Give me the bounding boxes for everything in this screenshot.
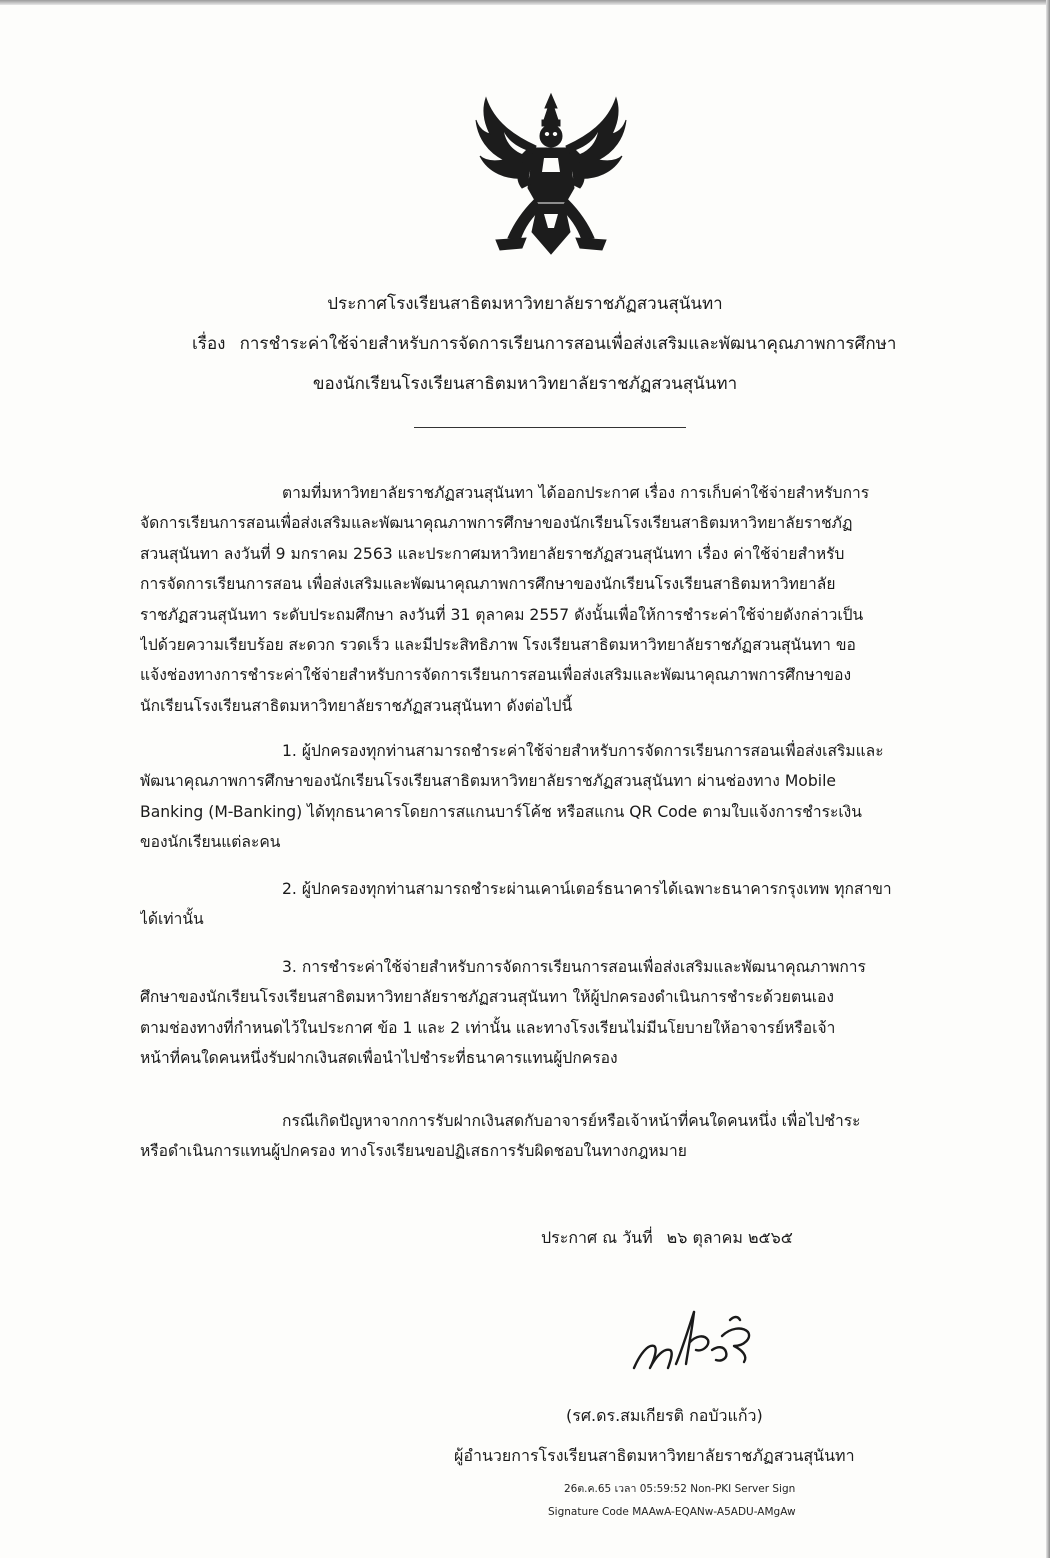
paragraph-line: ศึกษาของนักเรียนโรงเรียนสาธิตมหาวิทยาลัยราชภัฏสวนสุนันทา ให้ผู้ปกครองดำเนินการชำระด้วยตนเอง (140, 988, 835, 1007)
scan-edge-right (1046, 0, 1050, 1558)
paragraph-line: พัฒนาคุณภาพการศึกษาของนักเรียนโรงเรียนสาธิตมหาวิทยาลัยราชภัฏสวนสุนันทา ผ่านช่องทาง Mobile (140, 772, 837, 791)
announcement-title: ประกาศโรงเรียนสาธิตมหาวิทยาลัยราชภัฏสวนสุนันทา (327, 294, 723, 314)
paragraph-line: ตามที่มหาวิทยาลัยราชภัฏสวนสุนันทา ได้ออกประกาศ เรื่อง การเก็บค่าใช้จ่ายสำหรับการ (282, 484, 870, 502)
paragraph-line: Banking (M-Banking) ได้ทุกธนาคารโดยการสแกนบาร์โค้ช หรือสแกน QR Code ตามใบแจ้งการชำระเงิน (140, 802, 862, 821)
garuda-emblem-icon (474, 92, 628, 258)
announce-date: ๒๖ ตุลาคม ๒๕๖๕ (666, 1228, 793, 1247)
announcement-heading (60, 284, 990, 404)
paragraph-line: ได้เท่านั้น (140, 910, 204, 929)
paragraph-line: ราชภัฏสวนสุนันทา ระดับประถมศึกษา ลงวันที่ 31 ตุลาคม 2557 ดังนั้นเพื่อให้การชำระค่าใช้จ่ายดังกล่าวเป็น (140, 605, 864, 624)
signer-name: (รศ.ดร.สมเกียรติ กอบัวแก้ว) (566, 1406, 763, 1425)
paragraph-line: หน้าที่คนใดคนหนึ่งรับฝากเงินสดเพื่อนำไปชำระที่ธนาคารแทนผู้ปกครอง (140, 1049, 618, 1068)
announcement-date-row (541, 1226, 793, 1251)
paragraph-disclaimer (140, 1106, 861, 1167)
signer-title: ผู้อำนวยการโรงเรียนสาธิตมหาวิทยาลัยราชภัฏสวนสุนันทา (454, 1446, 855, 1465)
paragraph-line: กรณีเกิดปัญหาจากการรับฝากเงินสดกับอาจารย์หรือเจ้าหน้าที่คนใดคนหนึ่ง เพื่อไปชำระ (282, 1112, 861, 1130)
paragraph-line: 1. ผู้ปกครองทุกท่านสามารถชำระค่าใช้จ่ายสำหรับการจัดการเรียนการสอนเพื่อส่งเสริมและ (282, 742, 884, 760)
paragraph-item-3 (140, 952, 866, 1074)
paragraph-line: แจ้งช่องทางการชำระค่าใช้จ่ายสำหรับการจัดการเรียนการสอนเพื่อส่งเสริมและพัฒนาคุณภาพการศึกษาของ (140, 666, 852, 685)
scan-edge-top (0, 0, 1050, 5)
paragraph-line: 2. ผู้ปกครองทุกท่านสามารถชำระผ่านเคาน์เตอร์ธนาคารได้เฉพาะธนาคารกรุงเทพ ทุกสาขา (282, 880, 892, 898)
subject-label: เรื่อง (192, 334, 226, 354)
paragraph-line: 3. การชำระค่าใช้จ่ายสำหรับการจัดการเรียนการสอนเพื่อส่งเสริมและพัฒนาคุณภาพการ (282, 958, 866, 976)
paragraph-line: หรือดำเนินการแทนผู้ปกครอง ทางโรงเรียนขอปฏิเสธการรับผิดชอบในทางกฎหมาย (140, 1142, 687, 1161)
paragraph-line: ตามช่องทางที่กำหนดไว้ในประกาศ ข้อ 1 และ 2 เท่านั้น และทางโรงเรียนไม่มีนโยบายให้อาจารย์หรือเจ้า (140, 1018, 836, 1037)
paragraph-line: นักเรียนโรงเรียนสาธิตมหาวิทยาลัยราชภัฏสวนสุนันทา ดังต่อไปนี้ (140, 696, 573, 715)
paragraph-line: จัดการเรียนการสอนเพื่อส่งเสริมและพัฒนาคุณภาพการศึกษาของนักเรียนโรงเรียนสาธิตมหาวิทยาลัยราชภัฏ (140, 514, 853, 533)
announcement-subject-row (60, 324, 990, 364)
paragraph-line: ของนักเรียนแต่ละคน (140, 833, 281, 852)
signature-code: Signature Code MAAwA-EQANw-A5ADU-AMgAw (548, 1506, 796, 1518)
announce-label: ประกาศ ณ วันที่ (541, 1228, 653, 1247)
paragraph-line: สวนสุนันทา ลงวันที่ 9 มกราคม 2563 และประกาศมหาวิทยาลัยราชภัฏสวนสุนันทา เรื่อง ค่าใช้จ่ายสำหรับ (140, 544, 845, 563)
paragraph-intro (140, 478, 869, 721)
title-divider (414, 427, 686, 428)
subject-line-1: การชำระค่าใช้จ่ายสำหรับการจัดการเรียนการสอนเพื่อส่งเสริมและพัฒนาคุณภาพการศึกษา (239, 334, 897, 354)
sign-timestamp: 26ต.ค.65 เวลา 05:59:52 Non-PKI Server Sign (564, 1483, 796, 1495)
paragraph-line: การจัดการเรียนการสอน เพื่อส่งเสริมและพัฒนาคุณภาพการศึกษาของนักเรียนโรงเรียนสาธิตมหาวิทยาลัย (140, 575, 836, 594)
subject-line-2: ของนักเรียนโรงเรียนสาธิตมหาวิทยาลัยราชภัฏสวนสุนันทา (312, 374, 738, 394)
paragraph-item-2 (140, 874, 892, 935)
paragraph-item-1 (140, 736, 884, 858)
handwritten-signature (630, 1306, 760, 1382)
paragraph-line: ไปด้วยความเรียบร้อย สะดวก รวดเร็ว และมีประสิทธิภาพ โรงเรียนสาธิตมหาวิทยาลัยราชภัฏสวนสุนันทา ขอ (140, 636, 856, 655)
